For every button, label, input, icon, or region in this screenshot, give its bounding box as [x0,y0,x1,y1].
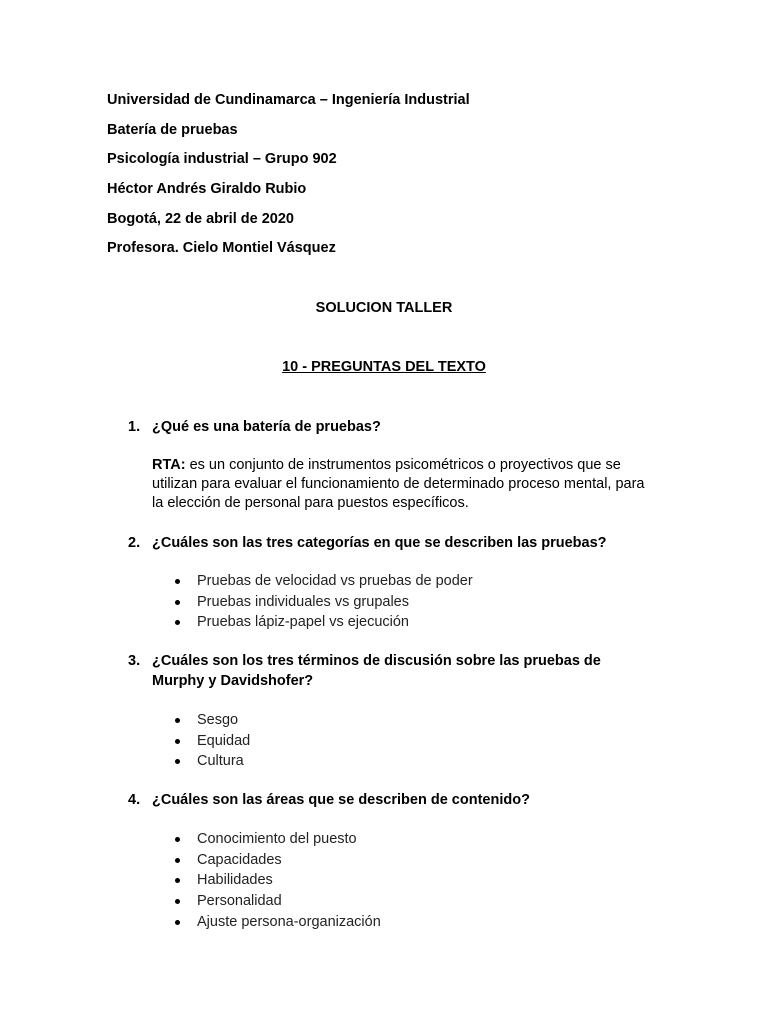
question-number: 1. [128,419,141,435]
header-date: Bogotá, 22 de abril de 2020 [107,211,294,227]
answer-list-4 [172,829,381,933]
question-text: ¿Cuáles son las tres categorías en que se describen las pruebas? [152,535,607,551]
question-text: ¿Cuáles son las áreas que se describen de contenido? [152,792,530,808]
list-item: Capacidades [172,850,381,871]
answer-label: RTA: [152,457,186,473]
document-title: SOLUCION TALLER [315,300,453,316]
answer-text: es un conjunto de instrumentos psicométricos o proyectivos que se utilizan para evaluar el funcionamiento de determinado proceso mental, para la elección de personal para puestos específicos. [152,457,645,511]
header-author: Héctor Andrés Giraldo Rubio [107,181,307,197]
list-item: Equidad [172,731,250,752]
list-item: Sesgo [172,710,250,731]
question-number: 3. [128,653,141,669]
answer-list-2 [172,571,473,633]
header-course-topic: Batería de pruebas [107,122,238,138]
answer-1 [152,456,652,513]
list-item: Conocimiento del puesto [172,829,381,850]
document-subtitle: 10 - PREGUNTAS DEL TEXTO [282,359,486,375]
answer-list-3 [172,710,250,772]
question-text: ¿Cuáles son los tres términos de discusión sobre las pruebas de Murphy y Davidshofer? [152,653,601,689]
header-university: Universidad de Cundinamarca – Ingeniería Industrial [107,92,470,108]
list-item: Pruebas de velocidad vs pruebas de poder [172,571,473,592]
question-number: 4. [128,792,141,808]
list-item: Cultura [172,751,250,772]
question-text: ¿Qué es una batería de pruebas? [152,419,381,435]
header-subject-group: Psicología industrial – Grupo 902 [107,151,337,167]
list-item: Habilidades [172,870,381,891]
header-professor: Profesora. Cielo Montiel Vásquez [107,240,336,256]
list-item: Pruebas lápiz-papel vs ejecución [172,612,473,633]
list-item: Ajuste persona-organización [172,912,381,933]
list-item: Personalidad [172,891,381,912]
list-item: Pruebas individuales vs grupales [172,592,473,613]
question-number: 2. [128,535,141,551]
